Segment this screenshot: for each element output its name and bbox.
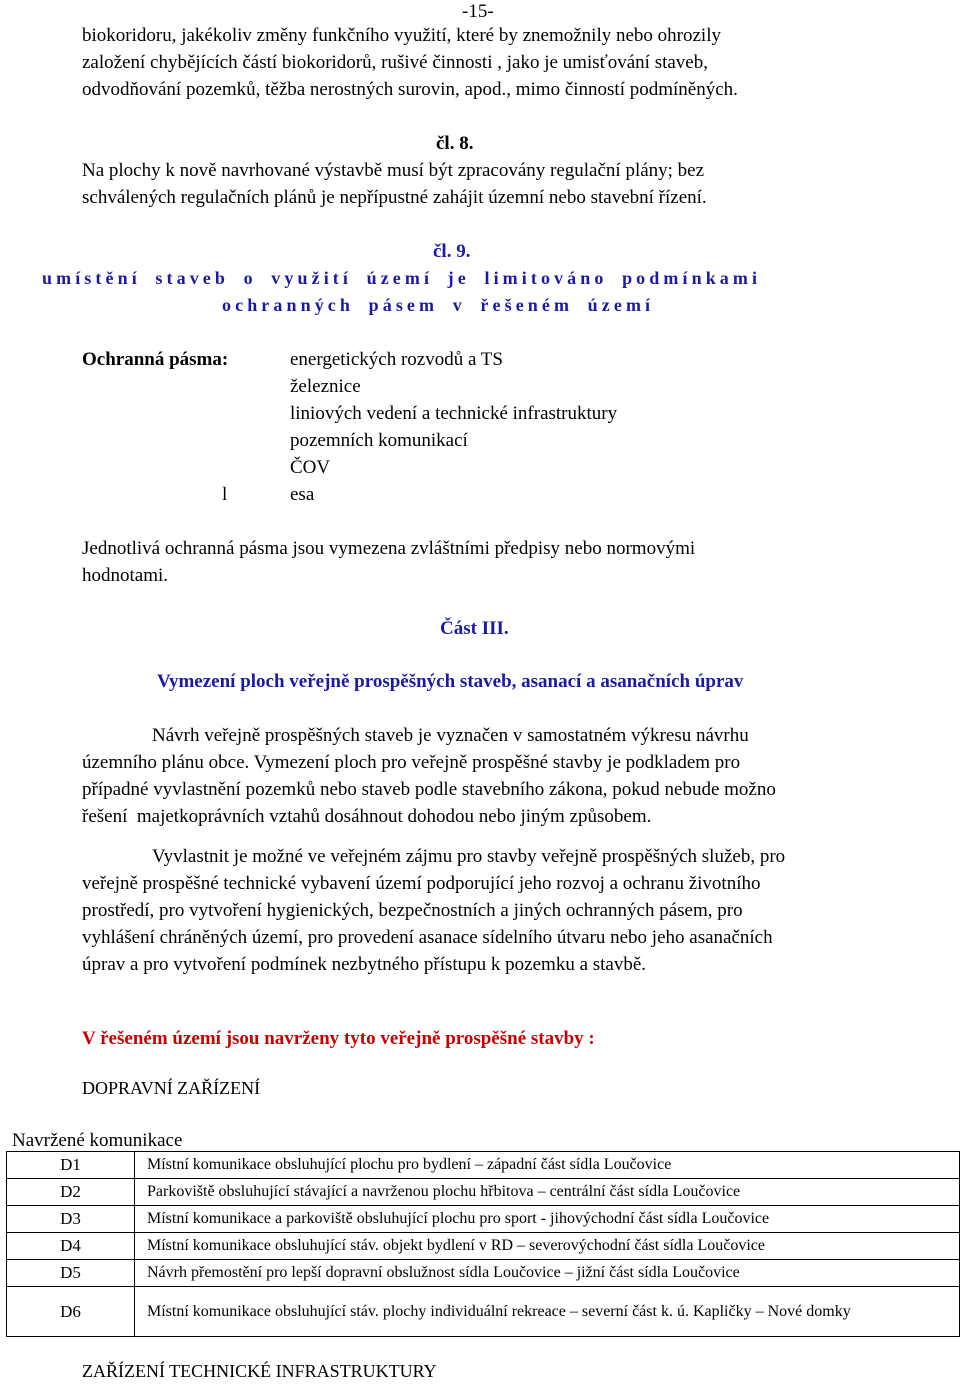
- protection-note-line: Jednotlivá ochranná pásma jsou vymezena zvláštními předpisy nebo normovými: [82, 538, 696, 559]
- table-row: [7, 1152, 960, 1179]
- row-code: D2: [7, 1179, 135, 1206]
- article-8-heading: čl. 8.: [436, 133, 474, 154]
- article-9-heading: čl. 9.: [433, 241, 471, 262]
- transport-section-title: DOPRAVNÍ ZAŘÍZENÍ: [82, 1078, 261, 1098]
- paragraph-2-line: Vyvlastnit je možné ve veřejném zájmu pro stavby veřejně prospěšných služeb, pro: [152, 846, 786, 867]
- protection-zone-item: pozemních komunikací: [290, 430, 468, 451]
- protection-zone-item: liniových vedení a technické infrastruktury: [290, 403, 618, 424]
- paragraph-1-line: řešení majetkoprávních vztahů dosáhnout dohodou nebo jiným způsobem.: [82, 806, 652, 827]
- article-9-line-2: ochranných pásem v řešeném území: [222, 295, 655, 315]
- paragraph-2-line: vyhlášení chráněných území, pro provedení asanace sídelního útvaru nebo jeho asanačních: [82, 927, 773, 948]
- row-description: Návrh přemostění pro lepší dopravní obslužnost sídla Loučovice – jižní část sídla Loučovice: [135, 1260, 960, 1287]
- paragraph-2-line: úprav a pro vytvoření podmínek nezbytného přístupu k pozemku a stavbě.: [82, 954, 647, 975]
- stray-letter: l: [222, 484, 228, 505]
- row-description: Místní komunikace obsluhující plochu pro bydlení – západní část sídla Loučovice: [135, 1152, 960, 1179]
- protection-zone-item: železnice: [290, 376, 361, 397]
- row-code: D3: [7, 1206, 135, 1233]
- row-description: Místní komunikace a parkoviště obsluhující plochu pro sport - jihovýchodní část sídla Loučovice: [135, 1206, 960, 1233]
- article-8-line: Na plochy k nově navrhované výstavbě musí být zpracovány regulační plány; bez: [82, 160, 705, 181]
- paragraph-2-line: prostředí, pro vytvoření hygienických, bezpečnostních a jiných ochranných pásem, pro: [82, 900, 743, 921]
- public-works-heading: V řešeném území jsou navrženy tyto veřejně prospěšné stavby :: [82, 1028, 595, 1049]
- part-3-heading: Část III.: [440, 618, 509, 639]
- table-caption: Navržené komunikace: [12, 1130, 183, 1151]
- table-row: [7, 1287, 960, 1337]
- technical-infrastructure-title: ZAŘÍZENÍ TECHNICKÉ INFRASTRUKTURY: [82, 1361, 437, 1381]
- table-row: [7, 1233, 960, 1260]
- table-row: [7, 1179, 960, 1206]
- paragraph-1-line: Návrh veřejně prospěšných staveb je vyznačen v samostatném výkresu návrhu: [152, 725, 749, 746]
- row-code: D5: [7, 1260, 135, 1287]
- paragraph-2-line: veřejně prospěšné technické vybavení území podporující jeho rozvoj a ochranu životního: [82, 873, 761, 894]
- protection-zone-item: esa: [290, 484, 315, 505]
- article-9-line-1: umístění staveb o využití území je limitováno podmínkami: [42, 268, 762, 288]
- table-row: [7, 1260, 960, 1287]
- intro-line: založení chybějících částí biokoridorů, rušivé činnosti , jako je umisťování staveb,: [82, 52, 708, 73]
- row-code: D4: [7, 1233, 135, 1260]
- intro-line: biokoridoru, jakékoliv změny funkčního využití, které by znemožnily nebo ohrozily: [82, 25, 721, 46]
- page-number: -15-: [462, 1, 494, 22]
- row-description: Místní komunikace obsluhující stáv. objekt bydlení v RD – severovýchodní část sídla Loučovice: [135, 1233, 960, 1260]
- protection-zone-item: ČOV: [290, 457, 331, 478]
- row-code: D1: [7, 1152, 135, 1179]
- proposed-roads-table: [6, 1151, 960, 1337]
- protection-note-line: hodnotami.: [82, 565, 169, 586]
- row-code: D6: [7, 1287, 135, 1337]
- paragraph-1-line: případné vyvlastnění pozemků nebo staveb podle stavebního zákona, pokud nebude možno: [82, 779, 776, 800]
- row-description: Parkoviště obsluhující stávající a navrženou plochu hřbitova – centrální část sídla Loučovice: [135, 1179, 960, 1206]
- article-8-line: schválených regulačních plánů je nepřípustné zahájit územní nebo stavební řízení.: [82, 187, 707, 208]
- protection-zone-item: energetických rozvodů a TS: [290, 349, 503, 370]
- protection-zones-label: Ochranná pásma:: [82, 349, 229, 370]
- paragraph-1-line: územního plánu obce. Vymezení ploch pro veřejně prospěšné stavby je podkladem pro: [82, 752, 741, 773]
- intro-line: odvodňování pozemků, těžba nerostných surovin, apod., mimo činností podmíněných.: [82, 79, 738, 100]
- part-3-subheading: Vymezení ploch veřejně prospěšných staveb, asanací a asanačních úprav: [157, 671, 744, 692]
- row-description: Místní komunikace obsluhující stáv. plochy individuální rekreace – severní část k. ú. Kapličky – Nové domky: [135, 1287, 960, 1337]
- table-row: [7, 1206, 960, 1233]
